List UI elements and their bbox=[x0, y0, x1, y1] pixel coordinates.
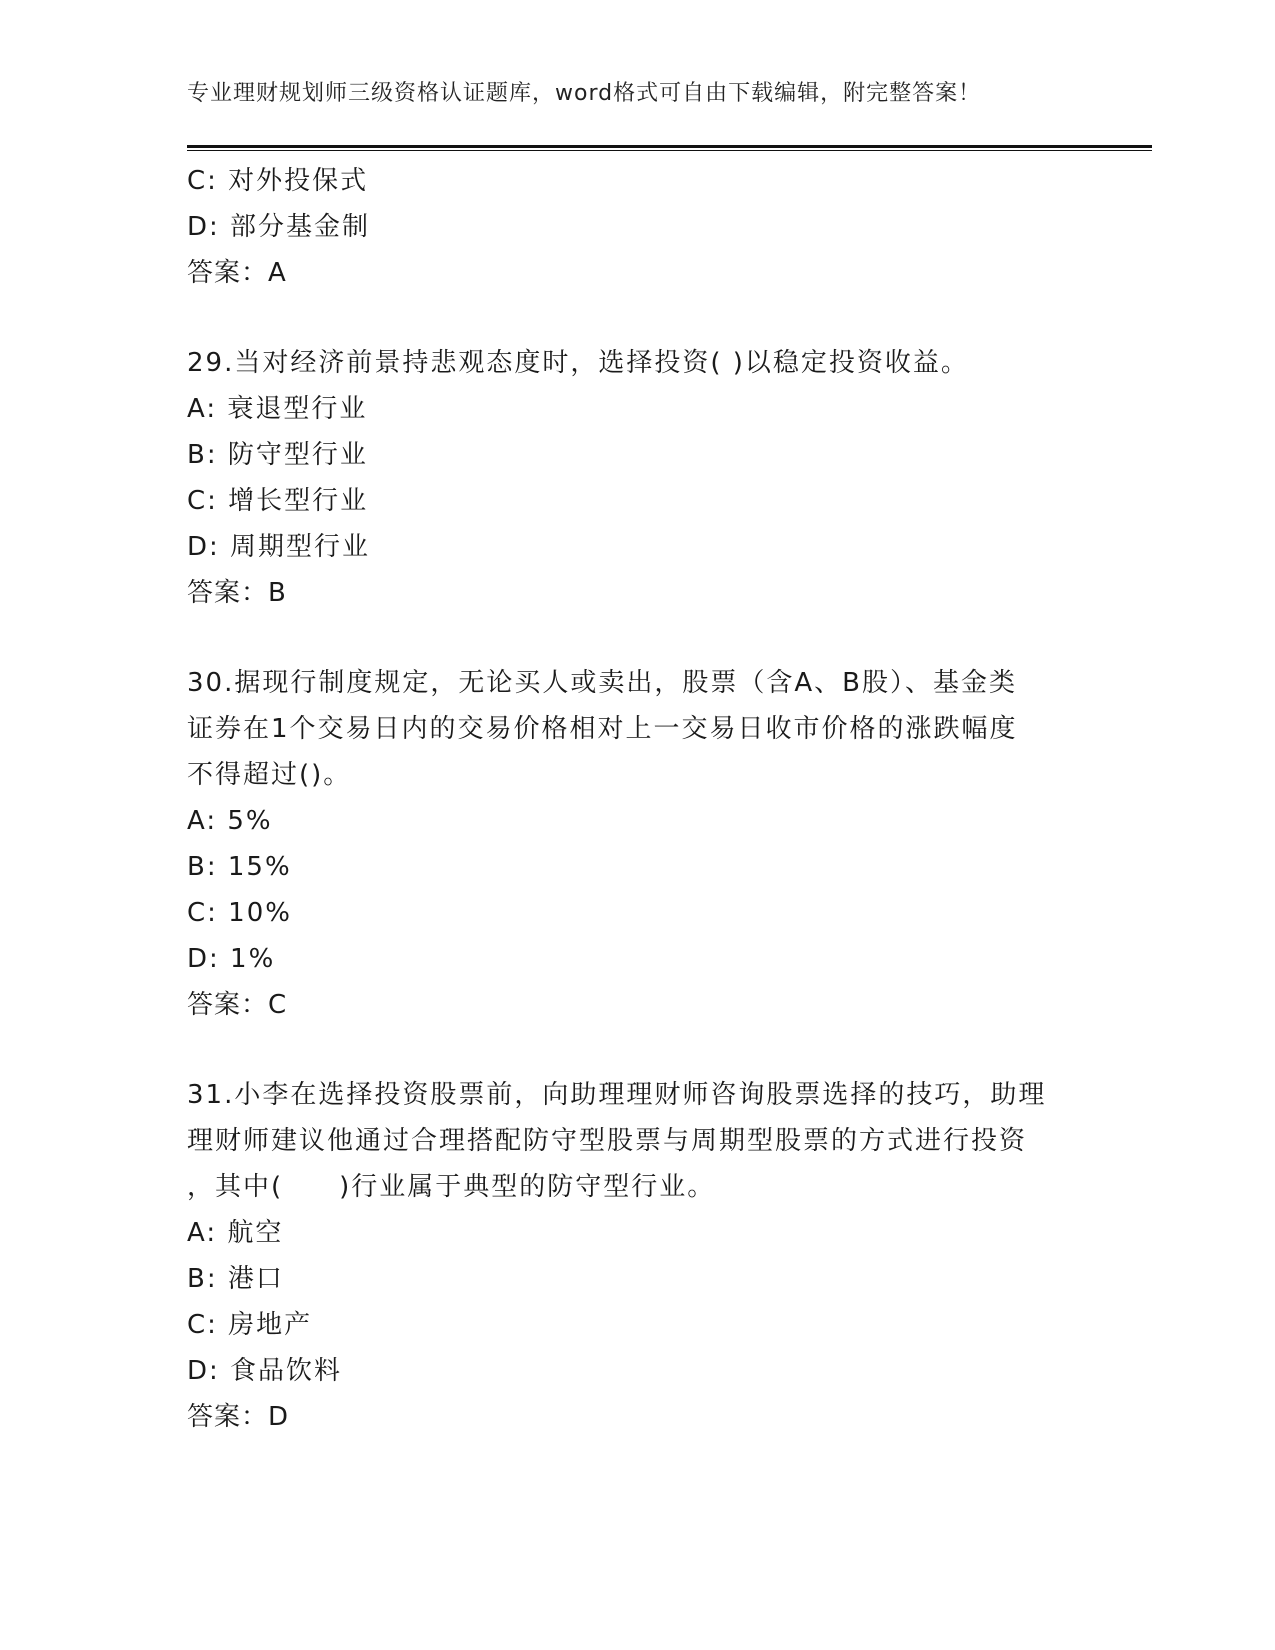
question-text: 不得超过()。 bbox=[187, 760, 352, 790]
question-text: 证券在1个交易日内的交易价格相对上一交易日收市价格的涨跌幅度 bbox=[187, 714, 1018, 744]
option-b: B: 15% bbox=[187, 852, 292, 882]
option-c: C: 房地产 bbox=[187, 1310, 313, 1340]
option-a: A: 5% bbox=[187, 806, 273, 836]
option-c: C: 对外投保式 bbox=[187, 166, 369, 196]
answer: 答案：C bbox=[187, 990, 288, 1020]
answer: 答案：B bbox=[187, 578, 287, 608]
header-rule-thin bbox=[187, 150, 1152, 151]
option-d: D: 周期型行业 bbox=[187, 532, 371, 562]
question-text: 29.当对经济前景持悲观态度时，选择投资( )以稳定投资收益。 bbox=[187, 348, 969, 378]
question-list bbox=[187, 158, 1087, 1440]
question-text: 理财师建议他通过合理搭配防守型股票与周期型股票的方式进行投资 bbox=[187, 1126, 1028, 1156]
option-b: B: 港口 bbox=[187, 1264, 284, 1294]
question-text: 31.小李在选择投资股票前，向助理理财师咨询股票选择的技巧，助理 bbox=[187, 1080, 1047, 1110]
question-30 bbox=[187, 660, 1087, 1028]
option-a: A: 航空 bbox=[187, 1218, 284, 1248]
prev-question-tail bbox=[187, 158, 1087, 296]
header-rule-thick bbox=[187, 145, 1152, 148]
answer: 答案：A bbox=[187, 258, 287, 288]
option-d: D: 食品饮料 bbox=[187, 1356, 343, 1386]
option-c: C: 10% bbox=[187, 898, 292, 928]
option-d: D: 1% bbox=[187, 944, 276, 974]
answer: 答案：D bbox=[187, 1402, 290, 1432]
question-text: 30.据现行制度规定，无论买人或卖出，股票（含A、B股）、基金类 bbox=[187, 668, 1017, 698]
option-b: B: 防守型行业 bbox=[187, 440, 368, 470]
option-a: A: 衰退型行业 bbox=[187, 394, 368, 424]
question-text: ，其中( )行业属于典型的防守型行业。 bbox=[187, 1172, 716, 1202]
option-c: C: 增长型行业 bbox=[187, 486, 369, 516]
question-29 bbox=[187, 340, 1087, 616]
option-d: D: 部分基金制 bbox=[187, 212, 371, 242]
question-31 bbox=[187, 1072, 1087, 1440]
page-header: 专业理财规划师三级资格认证题库，word格式可自由下载编辑，附完整答案！ bbox=[187, 81, 982, 106]
